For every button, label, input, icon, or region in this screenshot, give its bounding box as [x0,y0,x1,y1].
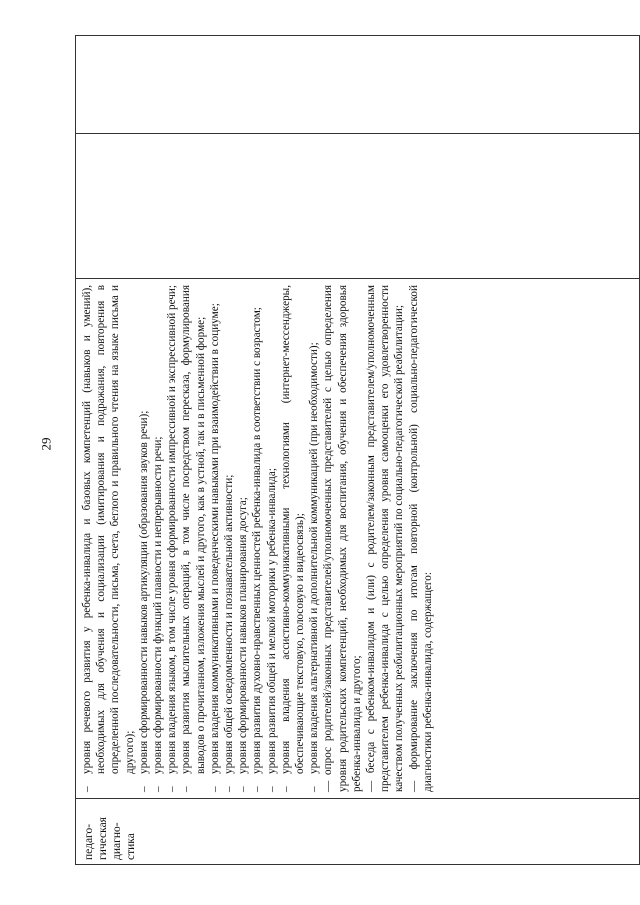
paragraph: — формирование заключения по итогам повторной (контрольной) социально-педагогической диагностики ребенка-инвалида, содержащего: [407,285,434,792]
list-item-text: уровня сформированности функций плавности и непрерывности речи; [152,436,165,774]
list-item-text: уровня владения альтернативной и дополнительной коммуникацией (при необходимости); [308,342,321,774]
list-item-text: уровня общей осведомленности и познавательной активности; [223,474,236,774]
paragraph: — опрос родителей/законных представителей/уполномоченных представителей с целью определения уровня родительских компетенций, необходимых для воспитания, обучения и обеспечения здоровья ребенка-инвалида и другого; [322,285,363,792]
list-item-text: уровня речевого развития у ребенка-инвалида и базовых компетенций (навыков и умений), необходимых для обучения и социализации (имитирования и подражания, повторения в определенной последовательности, письма, счета, беглого и правильного чтения на языке письма и другого); [81,285,136,774]
list-dash: – [223,786,236,792]
list-item [151,285,165,792]
list-item [236,285,250,792]
section-label-cell: педаго- гическая диагно- стика [76,798,639,864]
list-item [137,285,151,792]
diagnostic-list [80,285,321,792]
list-item [265,285,279,792]
paragraph: — беседа с ребенком-инвалидом и (или) с родителем/законным представителем/уполномоченным представителем ребенка-инвалида с целью определения уровня самооценки его удовлетворенности качеством полученных реабилитационных мероприятий по социально-педагогической реабилитации; [365,285,406,792]
page-number: 29 [38,437,54,451]
list-dash: – [137,786,150,792]
list-item-text: уровня развития духовно-нравственных ценностей ребенка-инвалида в соответствии с возрастом; [251,307,264,774]
list-item [307,285,321,792]
list-item-text: уровня владения ассистивно-коммуникативными технологиями (интернет-мессенджеры, обеспечивающие текстовую, голосовую и видеосвязь); [279,285,307,774]
list-item [208,285,222,792]
list-item-text: уровня развития общей и мелкой моторики у ребенка-инвалида; [265,468,278,774]
list-item [250,285,264,792]
list-dash: – [81,786,93,792]
list-item-text: уровня владения языком, в том числе уровня сформированности импрессивной и экспрессивной речи; [166,284,179,774]
diagnostic-paragraphs [321,285,435,792]
list-item [165,285,179,792]
empty-cell-1 [76,133,639,278]
list-item [179,285,207,792]
list-dash: – [251,786,264,792]
list-dash: – [152,786,165,792]
list-item [222,285,236,792]
list-item-text: уровня развития мыслительных операций, в том числе посредством пересказа, формулирования выводов о прочитанном, изложения мыслей и другого, как в устной, так и в письменной форме; [180,285,207,774]
list-item-text: уровня сформированности навыков артикуляции (образования звуков речи); [137,410,150,774]
list-item [80,285,137,792]
list-dash: – [265,786,278,792]
list-dash: – [237,786,250,792]
list-item-text: уровня владения коммуникативными и поведенческими навыками при взаимодействии в социуме; [208,303,221,774]
list-dash: – [166,786,179,792]
content-cell [76,278,639,798]
rotated-page [75,35,640,865]
empty-cell-2 [76,34,639,133]
list-item-text: уровня сформированности навыков планирования досуга; [237,497,250,774]
list-dash: – [308,786,321,792]
list-dash: – [208,786,221,792]
list-dash: – [279,786,292,792]
list-item [279,285,307,792]
document-table [75,35,640,865]
list-dash: – [180,786,193,792]
